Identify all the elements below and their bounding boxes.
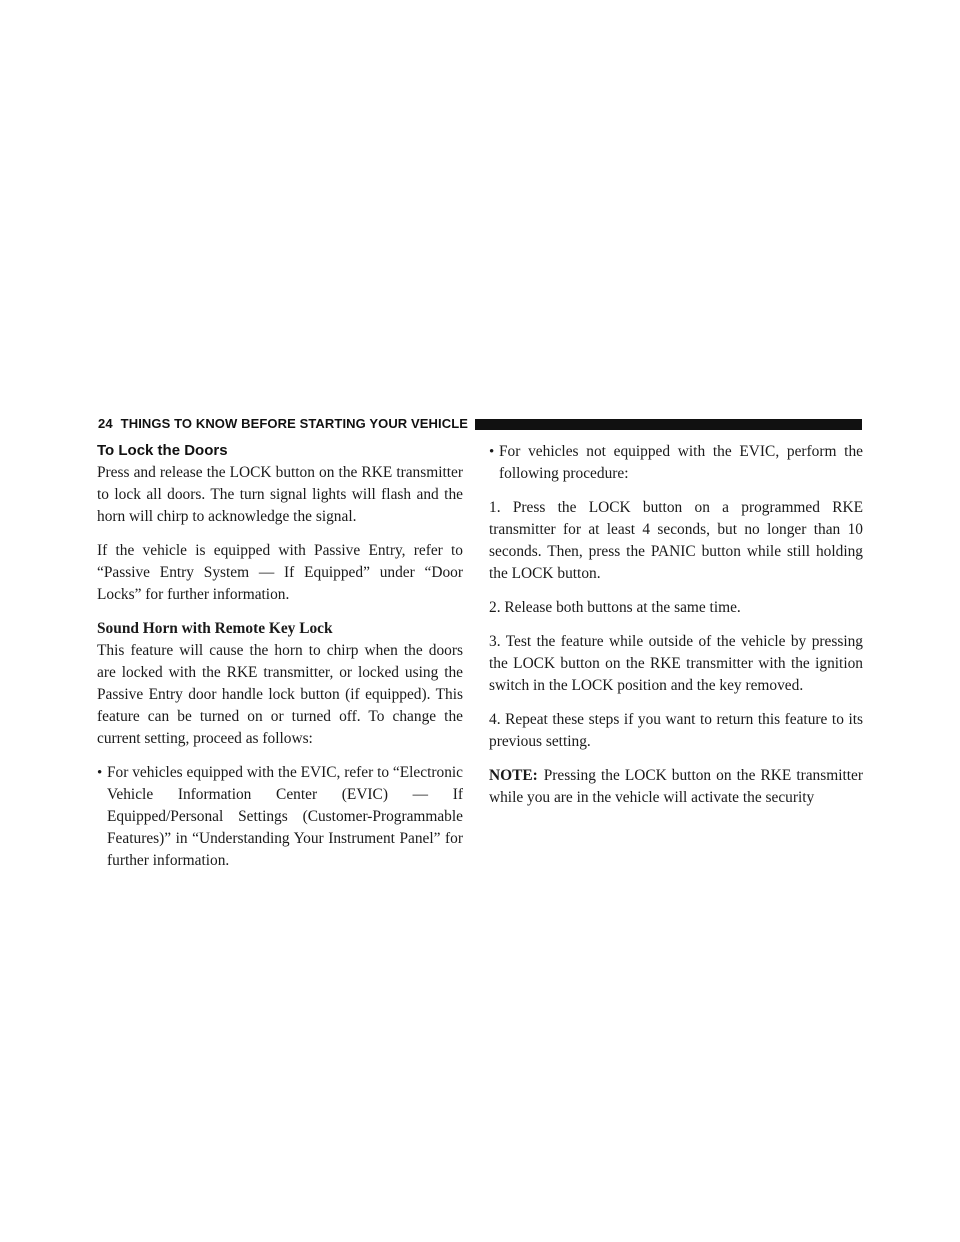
bullet-text: For vehicles equipped with the EVIC, refer to “Electronic Vehicle Information Center (EVIC) — If Equipped/Personal Settings (Customer-Programmable Features)” in “Understanding Your Instrument Panel” for further information.: [107, 764, 463, 869]
step-4: 4. Repeat these steps if you want to return this feature to its previous setting.: [489, 711, 863, 750]
paragraph-sound-horn: This feature will cause the horn to chirp when the doors are locked with the RKE transmitter, or locked using the Passive Entry door handle lock button (if equipped). This feature can be turned on or turned off. To change the current setting, proceed as follows:: [97, 642, 463, 747]
step-2: 2. Release both buttons at the same time.: [489, 599, 741, 616]
step-1: 1. Press the LOCK button on a programmed RKE transmitter for at least 4 seconds, but no longer than 10 seconds. Then, press the PANIC button while still holding the LOCK button.: [489, 499, 863, 582]
paragraph-passive-entry: If the vehicle is equipped with Passive Entry, refer to “Passive Entry System — If Equipped” under “Door Locks” for further information.: [97, 542, 463, 603]
bullet-icon: •: [489, 444, 495, 460]
note-text: Pressing the LOCK button on the RKE transmitter while you are in the vehicle will activate the security: [489, 767, 863, 806]
chapter-title: THINGS TO KNOW BEFORE STARTING YOUR VEHICLE: [120, 416, 469, 431]
header-rule: [475, 419, 862, 430]
left-column: [97, 441, 463, 884]
section-title: To Lock the Doors: [97, 442, 228, 459]
note: [489, 765, 863, 809]
step-3: 3. Test the feature while outside of the vehicle by pressing the LOCK button on the RKE transmitter with the ignition switch in the LOCK position and the key removed.: [489, 633, 863, 694]
page-number: 24: [98, 416, 113, 431]
right-column: [489, 441, 863, 821]
bullet-icon: •: [97, 765, 103, 781]
bullet-item-evic: [97, 762, 463, 872]
bullet-text: For vehicles not equipped with the EVIC, perform the following procedure:: [499, 443, 863, 482]
bullet-item-no-evic: [489, 441, 863, 485]
subhead-sound-horn: Sound Horn with Remote Key Lock: [97, 620, 333, 637]
paragraph-lock-instructions: Press and release the LOCK button on the RKE transmitter to lock all doors. The turn signal lights will flash and the horn will chirp to acknowledge the signal.: [97, 464, 463, 525]
page-header: [98, 417, 862, 431]
note-label: NOTE:: [489, 767, 538, 784]
